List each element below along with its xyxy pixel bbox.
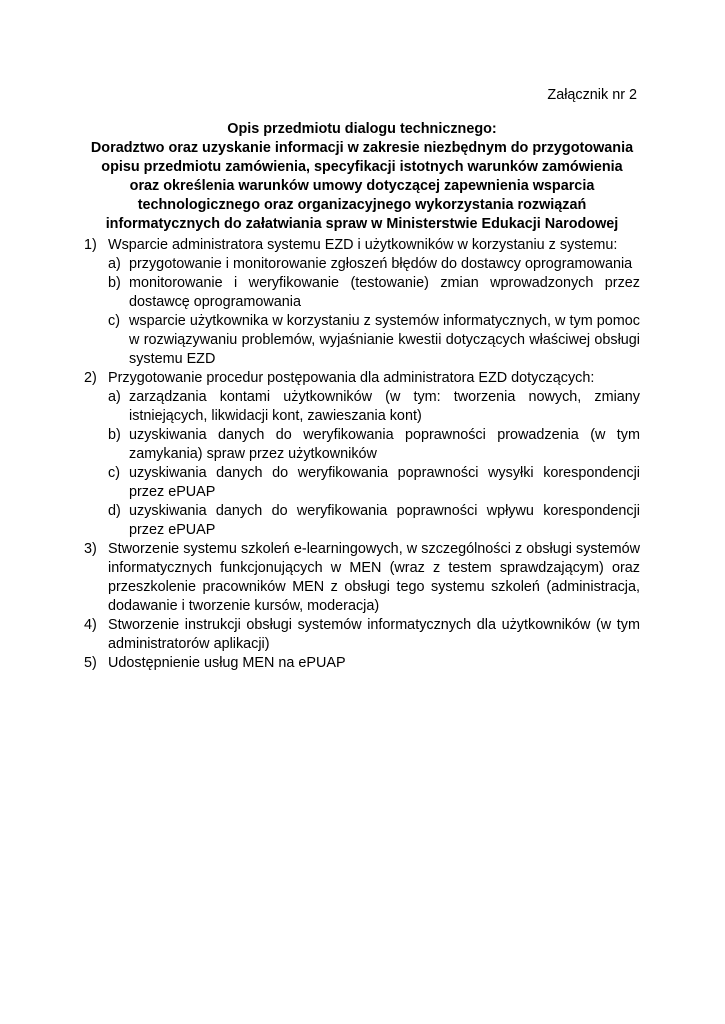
- list-item-body: [108, 369, 640, 540]
- sub-item-text: uzyskiwania danych do weryfikowania poprawności wysyłki korespondencji przez ePUAP: [129, 465, 640, 500]
- list-item: [84, 616, 640, 654]
- sub-item-text: wsparcie użytkownika w korzystaniu z systemów informatycznych, w tym pomoc w rozwiązywaniu problemów, wyjaśnianie kwestii dotyczących właściwej obsługi systemu EZD: [129, 313, 640, 367]
- sub-item-text: zarządzania kontami użytkowników (w tym: tworzenia nowych, zmiany istniejących, likwidacji kont, zawieszania kont): [129, 389, 640, 424]
- sub-item: [108, 274, 640, 312]
- heading-line: informatycznych do załatwiania spraw w Ministerstwie Edukacji Narodowej: [105, 216, 619, 232]
- sub-item: [108, 464, 640, 502]
- sub-item-text: monitorowanie i weryfikowanie (testowanie) zmian wprowadzonych przez dostawcę oprogramowania: [129, 275, 640, 310]
- sub-item-letter: a): [108, 256, 121, 272]
- sub-item-text: uzyskiwania danych do weryfikowania poprawności wpływu korespondencji przez ePUAP: [129, 503, 640, 538]
- list-item-number: 2): [84, 370, 97, 386]
- list-item-body: [108, 236, 640, 369]
- list-item-number: 1): [84, 237, 97, 253]
- sub-item-letter: c): [108, 313, 120, 329]
- heading-line: oraz określenia warunków umowy dotyczącej zapewnienia wsparcia: [129, 178, 595, 194]
- heading-line: Opis przedmiotu dialogu technicznego:: [227, 121, 497, 137]
- list-item: [84, 654, 640, 673]
- sub-item-letter: b): [108, 275, 121, 291]
- list-item-number: 5): [84, 655, 97, 671]
- sub-item-letter: b): [108, 427, 121, 443]
- list-item-text: Stworzenie systemu szkoleń e-learningowych, w szczególności z obsługi systemów informatycznych funkcjonujących w MEN (wraz z testem sprawdzającym) oraz przeszkolenie pracowników MEN z obsługi tego systemu szkoleń (administracja, dodawanie i tworzenie kursów, moderacja): [108, 541, 640, 614]
- list-item-text: Przygotowanie procedur postępowania dla administratora EZD dotyczących:: [108, 370, 595, 386]
- sub-item: [108, 426, 640, 464]
- list-item: [84, 540, 640, 616]
- annex-label: Załącznik nr 2: [547, 87, 637, 103]
- sub-item-text: uzyskiwania danych do weryfikowania poprawności prowadzenia (w tym zamykania) spraw przez użytkowników: [129, 427, 640, 462]
- sub-item-letter: a): [108, 389, 121, 405]
- heading-line: opisu przedmiotu zamówienia, specyfikacji istotnych warunków zamówienia: [101, 159, 623, 175]
- list-item-text: Udostępnienie usług MEN na ePUAP: [108, 655, 346, 671]
- list-item-number: 3): [84, 541, 97, 557]
- list-item-number: 4): [84, 617, 97, 633]
- list-item: [84, 236, 640, 369]
- document-heading: [84, 120, 640, 234]
- heading-line: technologicznego oraz organizacyjnego wykorzystania rozwiązań: [137, 197, 587, 213]
- list-item-text: Stworzenie instrukcji obsługi systemów informatycznych dla użytkowników (w tym administratorów aplikacji): [108, 617, 640, 652]
- sub-item: [108, 502, 640, 540]
- sub-item: [108, 388, 640, 426]
- list-item: [84, 369, 640, 540]
- heading-line: Doradztwo oraz uzyskanie informacji w zakresie niezbędnym do przygotowania: [90, 140, 634, 156]
- numbered-list: [84, 236, 640, 673]
- sub-item-letter: d): [108, 503, 121, 519]
- list-item-text: Wsparcie administratora systemu EZD i użytkowników w korzystaniu z systemu:: [108, 237, 618, 253]
- sub-item: [108, 255, 640, 274]
- sub-item: [108, 312, 640, 369]
- sub-item-text: przygotowanie i monitorowanie zgłoszeń błędów do dostawcy oprogramowania: [129, 256, 633, 272]
- sub-item-letter: c): [108, 465, 120, 481]
